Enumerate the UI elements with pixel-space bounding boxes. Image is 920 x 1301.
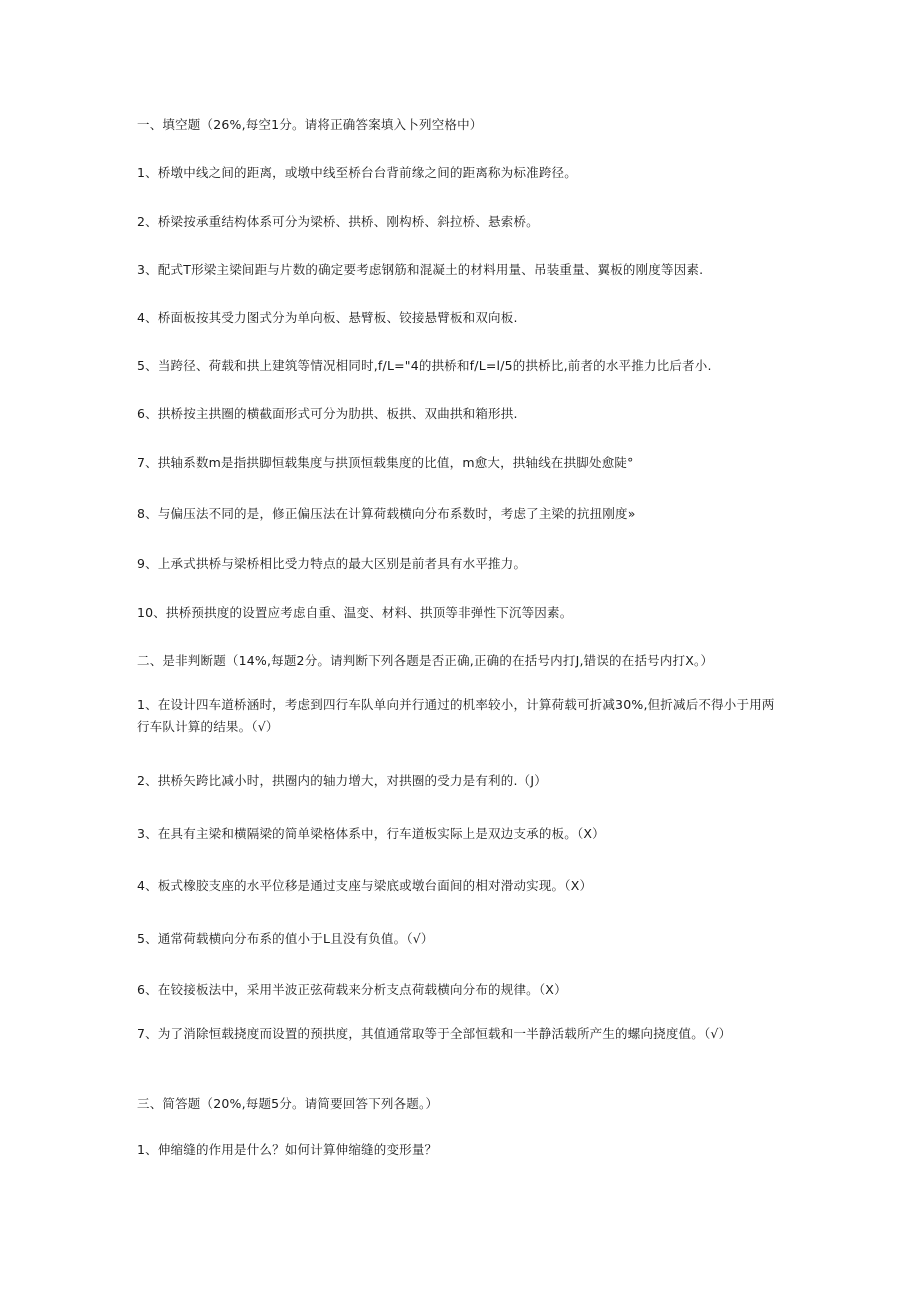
fill-blank-item-7: 7、拱轴系数m是指拱脚恒载集度与拱顶恒载集度的比值，m愈大，拱轴线在拱脚处愈陡° — [137, 455, 634, 470]
section-1-heading: 一、填空题（26%,每空1分。请将正确答案填入卜列空格中） — [137, 117, 483, 132]
fill-blank-item-3: 3、配式T形梁主梁间距与片数的确定要考虑钢筋和混凝土的材料用量、吊装重量、翼板的刚度等因素. — [137, 262, 704, 277]
section-3-heading: 三、简答题（20%,每题5分。请简要回答下列各题。） — [137, 1096, 439, 1111]
true-false-item-2: 2、拱桥矢跨比减小时，拱圈内的轴力增大，对拱圈的受力是有利的.（J） — [137, 773, 547, 788]
fill-blank-item-5: 5、当跨径、荷载和拱上建筑等情况相同时,f/L="4的拱桥和f/L=l/5的拱桥比,前者的水平推力比后者小. — [137, 358, 712, 373]
true-false-item-5: 5、通常荷载横向分布系的值小于L且没有负值。（√） — [137, 931, 434, 946]
true-false-item-4: 4、板式橡胶支座的水平位移是通过支座与梁底或墩台面间的相对滑动实现。（X） — [137, 878, 593, 893]
fill-blank-item-10: 10、拱桥预拱度的设置应考虑自重、温变、材料、拱顶等非弹性下沉等因素。 — [137, 605, 573, 620]
section-2-heading: 二、是非判断题（14%,每题2分。请判断下列各题是否正确,正确的在括号内打J,错误的在括号内打X。） — [137, 653, 714, 668]
true-false-item-1: 1、在设计四车道桥涵时，考虑到四行车队单向并行通过的机率较小，计算荷载可折减30%,但折减后不得小于用两行车队计算的结果。（√） — [137, 697, 775, 734]
true-false-item-6: 6、在铰接板法中，采用半波正弦荷载来分析支点荷载横向分布的规律。（X） — [137, 982, 567, 997]
fill-blank-item-4: 4、桥面板按其受力图式分为单向板、悬臂板、铰接悬臂板和双向板. — [137, 310, 518, 325]
true-false-item-7: 7、为了消除恒载挠度而设置的预拱度，其值通常取等于全部恒载和一半静活载所产生的螺向挠度值。（√） — [137, 1026, 732, 1041]
fill-blank-item-2: 2、桥梁按承重结构体系可分为梁桥、拱桥、刚构桥、斜拉桥、悬索桥。 — [137, 214, 539, 229]
true-false-item-3: 3、在具有主梁和横隔梁的简单梁格体系中，行车道板实际上是双边支承的板。（X） — [137, 826, 605, 841]
fill-blank-item-9: 9、上承式拱桥与梁桥相比受力特点的最大区别是前者具有水平推力。 — [137, 556, 527, 571]
short-answer-item-1: 1、伸缩缝的作用是什么？如何计算伸缩缝的变形量？ — [137, 1142, 438, 1157]
fill-blank-item-8: 8、与偏压法不同的是，修正偏压法在计算荷载横向分布系数时，考虑了主梁的抗扭刚度» — [137, 506, 636, 521]
fill-blank-item-6: 6、拱桥按主拱圈的横截面形式可分为肋拱、板拱、双曲拱和箱形拱. — [137, 406, 518, 421]
fill-blank-item-1: 1、桥墩中线之间的距离，或墩中线至桥台台背前缘之间的距离称为标准跨径。 — [137, 165, 577, 180]
